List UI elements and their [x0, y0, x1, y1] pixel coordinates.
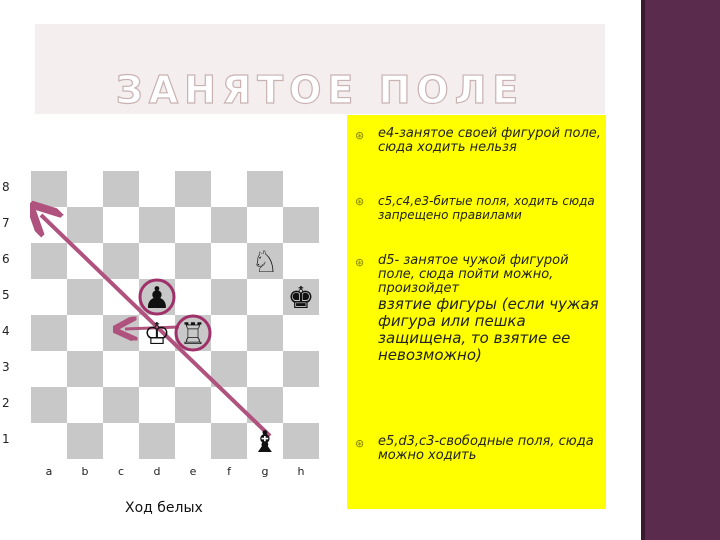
board-square	[103, 315, 139, 351]
board-square	[139, 351, 175, 387]
board-square	[175, 351, 211, 387]
board-square	[211, 243, 247, 279]
rank-label: 8	[2, 180, 10, 194]
rank-label: 3	[2, 360, 10, 374]
note-free-squares: e5,d3,c3-свободные поля, сюда можно ходить	[378, 434, 594, 463]
rank-label: 1	[2, 432, 10, 446]
black-pawn-icon: ♟	[143, 281, 171, 316]
board-square	[67, 423, 103, 459]
file-label: h	[297, 465, 305, 478]
board-square	[175, 423, 211, 459]
bullet-icon: ⊛	[355, 437, 365, 450]
board-square	[67, 171, 103, 207]
rank-label: 6	[2, 252, 10, 266]
board-square	[175, 387, 211, 423]
board-square	[247, 315, 283, 351]
board-square	[247, 171, 283, 207]
board-square	[31, 387, 67, 423]
chess-board	[30, 171, 320, 471]
board-square	[31, 351, 67, 387]
decorative-sidebar	[641, 0, 720, 540]
rank-label: 4	[2, 324, 10, 338]
board-square	[103, 387, 139, 423]
board-square	[67, 279, 103, 315]
board-square	[103, 243, 139, 279]
board-square	[67, 387, 103, 423]
board-square	[211, 423, 247, 459]
decorative-sidebar-stripe	[641, 0, 645, 540]
board-square	[103, 279, 139, 315]
note-capture-emphasis: взятие фигуры (если чужая фигура или пешка защищена, то взятие ее невозможно)	[378, 295, 599, 364]
board-square	[103, 207, 139, 243]
board-square	[283, 387, 319, 423]
board-square	[139, 423, 175, 459]
bullet-icon: ⊛	[355, 256, 365, 269]
file-label: c	[117, 465, 125, 478]
caption: Ход белых	[125, 500, 203, 516]
file-label: b	[81, 465, 89, 478]
board-square	[247, 207, 283, 243]
file-label: a	[45, 465, 53, 478]
board-square	[31, 243, 67, 279]
board-square	[31, 423, 67, 459]
board-square	[139, 387, 175, 423]
board-square	[175, 171, 211, 207]
board-square	[67, 207, 103, 243]
board-square	[139, 171, 175, 207]
board-square	[247, 279, 283, 315]
board-square	[283, 207, 319, 243]
black-king-icon: ♚	[287, 281, 315, 316]
rank-label: 7	[2, 216, 10, 230]
board-square	[175, 243, 211, 279]
board-square	[211, 207, 247, 243]
board-square	[31, 171, 67, 207]
board-square	[67, 315, 103, 351]
file-label: e	[189, 465, 197, 478]
note-occupied-own: e4-занятое своей фигурой поле, сюда ходить нельзя	[378, 126, 601, 155]
white-king-icon: ♔	[143, 317, 171, 352]
board-square	[67, 351, 103, 387]
file-label: d	[153, 465, 161, 478]
board-square	[139, 243, 175, 279]
board-square	[247, 351, 283, 387]
note-attacked-squares: c5,c4,e3-битые поля, ходить сюда запрещено правилами	[378, 194, 595, 222]
file-label: f	[227, 465, 231, 478]
board-square	[67, 243, 103, 279]
board-square	[103, 423, 139, 459]
board-square	[175, 207, 211, 243]
board-square	[283, 243, 319, 279]
board-square	[31, 315, 67, 351]
board-square	[211, 171, 247, 207]
board-square	[211, 315, 247, 351]
board-square	[211, 387, 247, 423]
board-square	[31, 279, 67, 315]
board-square	[211, 279, 247, 315]
file-label: g	[261, 465, 269, 478]
board-square	[283, 423, 319, 459]
board-square	[103, 351, 139, 387]
white-rook-icon: ♖	[179, 317, 207, 352]
board-square	[175, 279, 211, 315]
board-square	[103, 171, 139, 207]
board-square	[283, 171, 319, 207]
note-capture: d5- занятое чужой фигурой поле, сюда пойти можно, произойдет взятие фигуры (если чужая фигура или пешка защищена, то взятие ее невозможно)	[378, 254, 606, 364]
board-square	[283, 315, 319, 351]
black-bishop-icon: ♝	[251, 425, 279, 460]
slide-title: ЗАНЯТОЕ ПОЛЕ	[115, 68, 525, 112]
bullet-icon: ⊛	[355, 195, 365, 208]
rank-label: 5	[2, 288, 10, 302]
rank-label: 2	[2, 396, 10, 410]
board-square	[139, 207, 175, 243]
white-knight-icon: ♘	[251, 245, 279, 280]
board-square	[283, 351, 319, 387]
bullet-icon: ⊛	[355, 129, 365, 142]
